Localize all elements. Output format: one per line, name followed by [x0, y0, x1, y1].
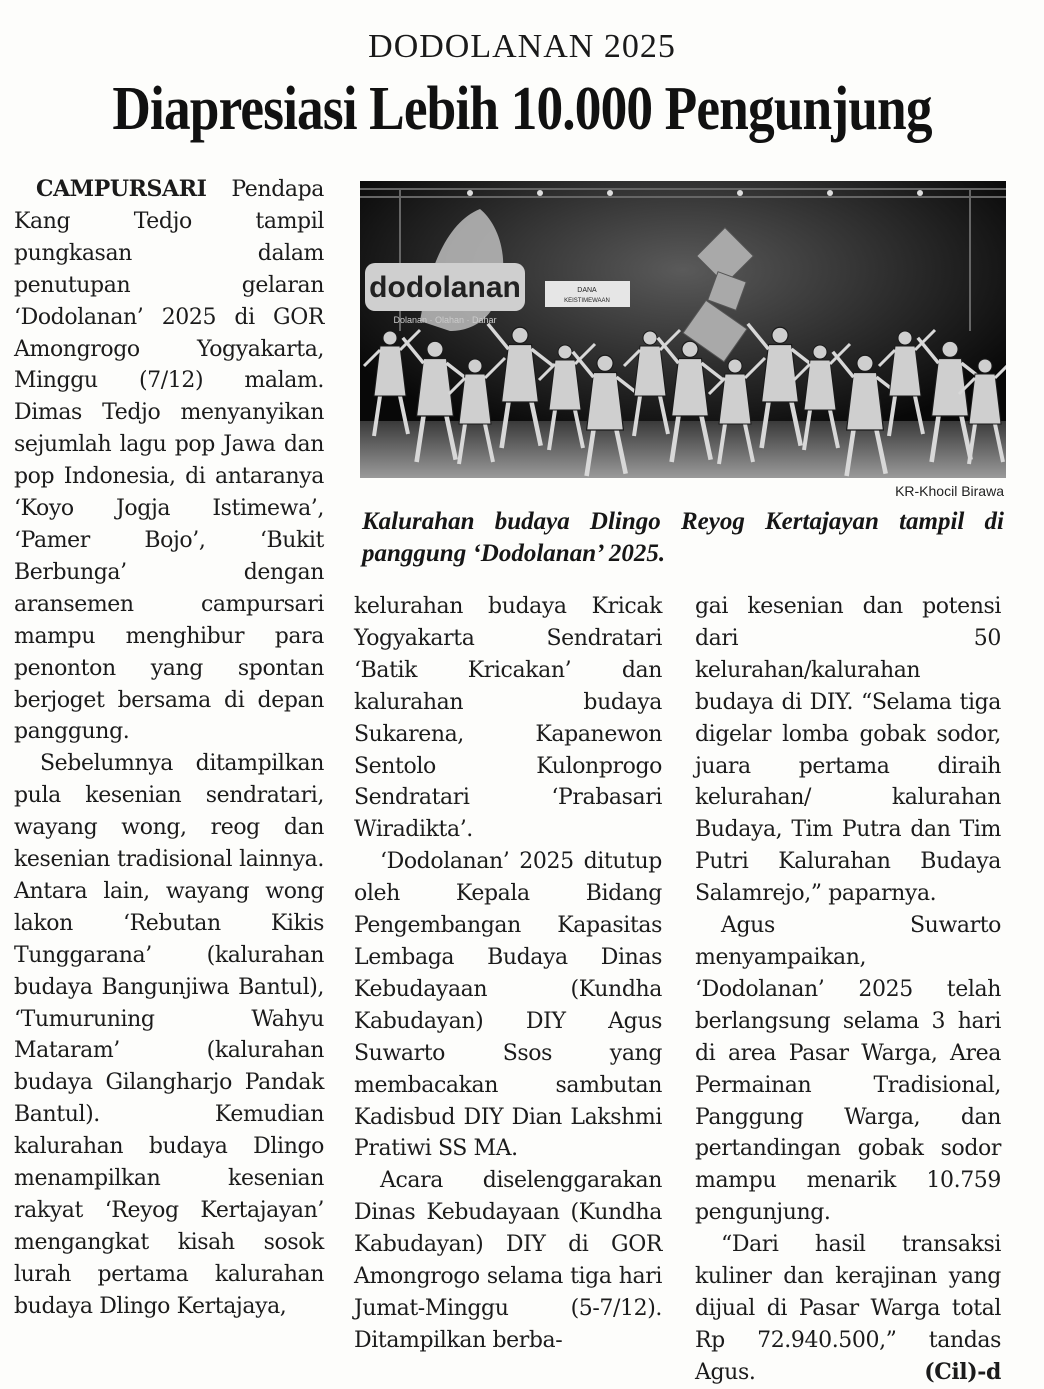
stage-photo — [360, 181, 1006, 478]
article-signature: (Cil)-d — [924, 1358, 1001, 1385]
article-lead-word: CAMPURSARI — [36, 176, 207, 202]
article-paragraph-2: Sebelumnya ditampilkan pula kesenian sendratari, wayang wong, reog dan kesenian tradisional lainnya. Antara lain, wayang wong lakon ‘Rebutan Kikis Tunggarana’ (kalurahan budaya Bangunjiwa Bantul), ‘Tumuruning Wahyu Mataram’ (kalurahan budaya Gilangharjo Pandak Bantul). Kemudian kalurahan budaya Dlingo menampilkan kesenian rakyat ‘Reyog Kertajayan’ mengangkat kisah sosok lurah pertama kalurahan budaya Dlingo Kertajaya, — [14, 751, 324, 1319]
article-headline: Diapresiasi Lebih 10.000 Pengunjung — [112, 75, 932, 143]
photo-credit: KR-Khocil Birawa — [895, 483, 1004, 499]
article-paragraph-1-text: Pendapa Kang Tedjo tampil pungkasan dalam penutupan gelaran ‘Dodolanan’ 2025 di GOR Amongrogo Yogyakarta, Minggu (7/12) malam. Dimas Tedjo menyanyikan sejumlah lagu pop Jawa dan pop Indonesia, di antaranya ‘Koyo Jogja Istimewa’, ‘Pamer Bojo’, ‘Bukit Berbunga’ dengan aransemen campursari mampu menghibur para penonton yang spontan berjoget bersama di depan panggung. — [14, 177, 324, 745]
stage-sign-bottom: KEISTIMEWAAN — [564, 298, 610, 304]
article-paragraph-6: gai kesenian dan potensi dari 50 kelurahan/kalurahan budaya di DIY. “Selama tiga digelar lomba gobak sodor, juara pertama diraih kelurahan/ kalurahan Budaya, Tim Putra dan Tim Putri Kalurahan Budaya Salamrejo,” paparnya. — [695, 594, 1001, 907]
article-paragraph-8 — [695, 1229, 1001, 1389]
stage-banner-subtext: Dolanan · Olahan · Dahar — [393, 315, 497, 325]
article-kicker: DODOLANAN 2025 — [368, 28, 676, 65]
article-paragraph-8-text: “Dari hasil transaksi kuliner dan kerajinan yang dijual di Pasar Warga total Rp 72.940.500,” tandas Agus. — [695, 1232, 1001, 1385]
article-column-3 — [695, 591, 1001, 1389]
article-paragraph-4: ‘Dodolanan’ 2025 ditutup oleh Kepala Bidang Pengembangan Kapasitas Lembaga Budaya Dinas Kebudayaan (Kundha Kabudayan) DIY Agus Suwarto Ssos yang membacakan sambutan Kadisbud DIY Dian Lakshmi Pratiwi SS MA. — [354, 849, 662, 1162]
article-paragraph-1 — [14, 174, 324, 748]
article-column-1 — [14, 174, 324, 1323]
article-paragraph-5: Acara diselenggarakan Dinas Kebudayaan (Kundha Kabudayan) DIY di GOR Amongrogo selama tiga hari Jumat-Minggu (5-7/12). Ditampilkan berba- — [354, 1168, 662, 1353]
stage-photo-image — [360, 181, 1006, 478]
stage-sign-top: DANA — [577, 287, 597, 294]
article-paragraph-3: kelurahan budaya Kricak Yogyakarta Sendratari ‘Batik Kricakan’ dan kalurahan budaya Sukarena, Kapanewon Sentolo Kulonprogo Sendratari ‘Prabasari Wiradikta’. — [354, 594, 662, 843]
photo-caption: Kalurahan budaya Dlingo Reyog Kertajayan tampil di panggung ‘Dodolanan’ 2025. — [362, 508, 1004, 567]
article-column-2 — [354, 591, 662, 1357]
article-paragraph-7: Agus Suwarto menyampaikan, ‘Dodolanan’ 2025 telah berlangsung selama 3 hari di area Pasar Warga, Area Permainan Tradisional, Panggung Warga, dan pertandingan gobak sodor mampu menarik 10.759 pengunjung. — [695, 913, 1001, 1226]
stage-banner-text: dodolanan — [369, 271, 521, 304]
